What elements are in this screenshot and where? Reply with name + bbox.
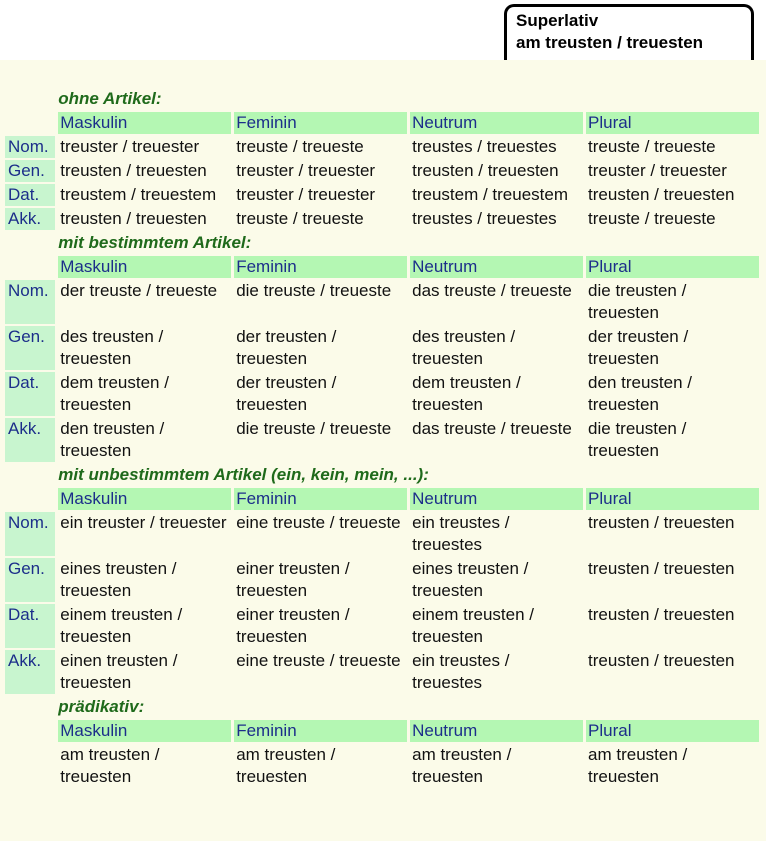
declension-table <box>2 86 762 790</box>
form-cell: treuster / treuester <box>236 161 376 180</box>
column-header-plural: Plural <box>586 720 759 742</box>
column-header-neutrum: Neutrum <box>410 112 583 134</box>
form-cell: treuste / treueste <box>236 137 364 156</box>
form-cell: treusten / treuesten <box>60 209 207 228</box>
case-label: Gen. <box>5 326 55 370</box>
form-cell: der treuste / treueste <box>60 281 218 300</box>
top-strip <box>0 0 766 60</box>
table-row <box>5 136 759 158</box>
form-cell: treustem / treuestem <box>412 185 568 204</box>
spacer <box>5 256 55 278</box>
form-cell: treusten / treuesten <box>412 161 559 180</box>
column-header-maskulin: Maskulin <box>58 720 231 742</box>
form-cell: treustes / treuestes <box>412 137 557 156</box>
table-row <box>5 512 759 556</box>
form-cell: treuste / treueste <box>588 209 716 228</box>
form-cell: treusten / treuesten <box>588 559 735 578</box>
table-row <box>5 326 759 370</box>
column-header-neutrum: Neutrum <box>410 720 583 742</box>
form-cell: treusten / treuesten <box>588 651 735 670</box>
form-cell: einer treusten / treuesten <box>236 605 350 646</box>
section-title-row <box>5 696 759 718</box>
column-header-feminin: Feminin <box>234 112 407 134</box>
form-cell: einem treusten / treuesten <box>60 605 183 646</box>
form-cell: eines treusten / treuesten <box>412 559 529 600</box>
section-title: mit unbestimmtem Artikel (ein, kein, mein, ...): <box>58 465 429 484</box>
table-row <box>5 418 759 462</box>
tab-subtitle: am treusten / treuesten <box>516 33 704 52</box>
form-cell: am treusten / treuesten <box>588 745 688 786</box>
form-cell: treuste / treueste <box>236 209 364 228</box>
table-row <box>5 650 759 694</box>
form-cell: einer treusten / treuesten <box>236 559 350 600</box>
column-header-feminin: Feminin <box>234 720 407 742</box>
section-title-row <box>5 232 759 254</box>
column-header-row <box>5 112 759 134</box>
case-label: Nom. <box>5 136 55 158</box>
form-cell: dem treusten / treuesten <box>412 373 521 414</box>
spacer <box>5 464 55 486</box>
case-label: Nom. <box>5 280 55 324</box>
case-label: Dat. <box>5 184 55 206</box>
column-header-plural: Plural <box>586 256 759 278</box>
column-header-plural: Plural <box>586 488 759 510</box>
form-cell: treusten / treuesten <box>588 513 735 532</box>
form-cell: treuster / treuester <box>236 185 376 204</box>
case-label: Dat. <box>5 604 55 648</box>
form-cell: ein treuster / treuester <box>60 513 227 532</box>
form-cell: eines treusten / treuesten <box>60 559 177 600</box>
case-label: Gen. <box>5 558 55 602</box>
form-cell: treuste / treueste <box>588 137 716 156</box>
form-cell: dem treusten / treuesten <box>60 373 169 414</box>
table-row <box>5 744 759 788</box>
form-cell: am treusten / treuesten <box>412 745 512 786</box>
spacer <box>5 696 55 718</box>
section-title: mit bestimmtem Artikel: <box>58 233 252 252</box>
form-cell: den treusten / treuesten <box>588 373 692 414</box>
column-header-feminin: Feminin <box>234 256 407 278</box>
column-header-neutrum: Neutrum <box>410 488 583 510</box>
column-header-neutrum: Neutrum <box>410 256 583 278</box>
form-cell: treustem / treuestem <box>60 185 217 204</box>
column-header-feminin: Feminin <box>234 488 407 510</box>
tab-title: Superlativ <box>516 11 599 30</box>
form-cell: des treusten / treuesten <box>412 327 516 368</box>
form-cell: treusten / treuesten <box>588 605 735 624</box>
form-cell: der treusten / treuesten <box>588 327 689 368</box>
form-cell: treuster / treuester <box>588 161 727 180</box>
case-label: Akk. <box>5 418 55 462</box>
column-header-maskulin: Maskulin <box>58 112 231 134</box>
form-cell: am treusten / treuesten <box>60 745 160 786</box>
table-row <box>5 604 759 648</box>
form-cell: treustes / treuestes <box>412 209 557 228</box>
case-label: Dat. <box>5 372 55 416</box>
case-label: Akk. <box>5 208 55 230</box>
spacer <box>5 744 55 788</box>
case-label: Akk. <box>5 650 55 694</box>
declension-panel <box>0 60 766 841</box>
spacer <box>5 488 55 510</box>
form-cell: der treusten / treuesten <box>236 327 337 368</box>
table-row <box>5 160 759 182</box>
form-cell: eine treuste / treueste <box>236 513 401 532</box>
column-header-plural: Plural <box>586 112 759 134</box>
case-label: Gen. <box>5 160 55 182</box>
column-header-row <box>5 720 759 742</box>
form-cell: das treuste / treueste <box>412 281 572 300</box>
form-cell: treusten / treuesten <box>60 161 207 180</box>
column-header-maskulin: Maskulin <box>58 256 231 278</box>
section-title: prädikativ: <box>58 697 145 716</box>
table-row <box>5 280 759 324</box>
superlative-tab[interactable] <box>504 4 754 60</box>
form-cell: einen treusten / treuesten <box>60 651 178 692</box>
case-label: Nom. <box>5 512 55 556</box>
table-row <box>5 372 759 416</box>
form-cell: die treusten / treuesten <box>588 419 687 460</box>
section-title-row <box>5 464 759 486</box>
spacer <box>5 232 55 254</box>
form-cell: ein treustes / treuestes <box>412 513 510 554</box>
form-cell: die treuste / treueste <box>236 419 392 438</box>
spacer <box>5 88 55 110</box>
form-cell: die treusten / treuesten <box>588 281 687 322</box>
form-cell: treuster / treuester <box>60 137 200 156</box>
spacer <box>5 720 55 742</box>
form-cell: die treuste / treueste <box>236 281 392 300</box>
form-cell: treusten / treuesten <box>588 185 735 204</box>
form-cell: der treusten / treuesten <box>236 373 337 414</box>
section-title: ohne Artikel: <box>58 89 162 108</box>
form-cell: den treusten / treuesten <box>60 419 165 460</box>
table-row <box>5 184 759 206</box>
form-cell: des treusten / treuesten <box>60 327 164 368</box>
form-cell: am treusten / treuesten <box>236 745 336 786</box>
form-cell: ein treustes / treuestes <box>412 651 510 692</box>
column-header-row <box>5 256 759 278</box>
section-title-row <box>5 88 759 110</box>
column-header-maskulin: Maskulin <box>58 488 231 510</box>
form-cell: das treuste / treueste <box>412 419 572 438</box>
table-row <box>5 208 759 230</box>
form-cell: einem treusten / treuesten <box>412 605 535 646</box>
form-cell: eine treuste / treueste <box>236 651 401 670</box>
spacer <box>5 112 55 134</box>
table-row <box>5 558 759 602</box>
column-header-row <box>5 488 759 510</box>
